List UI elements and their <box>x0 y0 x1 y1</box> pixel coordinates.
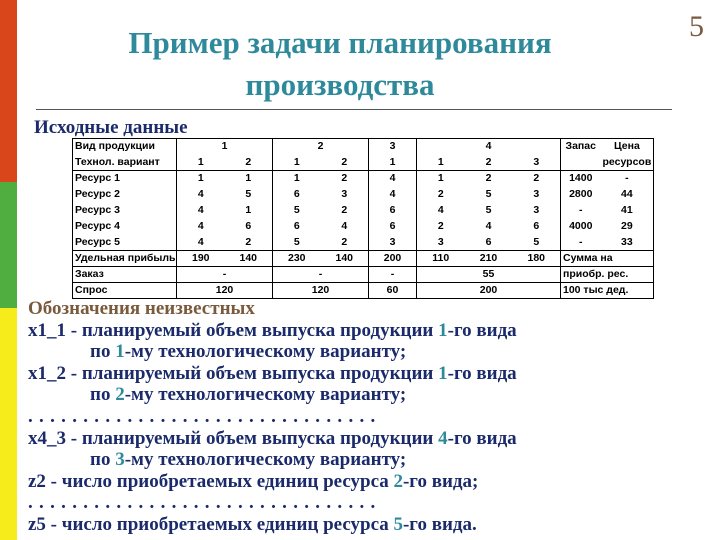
table-cell: 200 <box>369 251 417 267</box>
variant-cell: 3 <box>533 155 540 168</box>
ellipsis-dots: ................................ <box>28 405 382 427</box>
table-cell: 4 <box>369 171 417 187</box>
stock-cell: 1400 <box>561 171 601 187</box>
table-cell: 6 <box>273 219 321 235</box>
title-divider <box>36 109 672 110</box>
variant-cell: 1 <box>417 155 465 171</box>
table-cell: 3 <box>533 204 540 216</box>
product-3-header: 3 <box>369 139 417 155</box>
note-x4-3: x4_3 - планируемый объем выпуска продукции 4-го вида <box>28 427 517 449</box>
table-cell: 2 <box>321 171 369 187</box>
table-cell: 4 <box>369 187 417 203</box>
variant-cell: 1 <box>197 155 204 168</box>
row-label: Ресурс 4 <box>73 219 177 235</box>
table-cell: 3 <box>369 235 417 251</box>
table-cell: 2 <box>465 171 513 187</box>
table-cell: 190 <box>177 251 225 267</box>
table-cell: 6 <box>485 235 492 248</box>
table-cell: 6 <box>533 220 540 232</box>
note-x1-1: x1_1 - планируемый объем выпуска продукции 1-го вида <box>28 319 517 341</box>
table-cell: - <box>369 267 417 283</box>
side-bar-green <box>0 182 17 308</box>
product-4-header: 4 <box>417 139 561 155</box>
row-label: Ресурс 1 <box>73 171 177 187</box>
table-cell: 5 <box>533 235 540 248</box>
table-cell: 2 <box>417 219 465 235</box>
table-cell: 3 <box>341 188 348 200</box>
table-cell: 6 <box>369 219 417 235</box>
price-cell: - <box>601 171 654 187</box>
slide-title <box>60 22 620 106</box>
table-row <box>73 171 654 187</box>
table-cell: 200 <box>417 283 561 299</box>
stock-cell: - <box>561 235 601 251</box>
table-cell: 120 <box>273 283 369 299</box>
unknowns-notes <box>28 298 708 536</box>
table-cell: 6 <box>245 220 252 232</box>
table-cell: 4 <box>197 220 204 232</box>
profit-row <box>73 251 654 267</box>
note-x1-1-cont: по 1-му технологическому варианту; <box>90 341 407 363</box>
table-cell: 2 <box>245 235 252 248</box>
slide-number: 5 <box>689 10 704 43</box>
stock-cell: 4000 <box>561 219 601 235</box>
table-header-row <box>73 139 654 155</box>
table-cell: 4 <box>417 203 465 219</box>
price-cell: 29 <box>601 219 654 235</box>
table-cell: 120 <box>177 283 273 299</box>
table-cell: 60 <box>369 283 417 299</box>
variant-label: Технол. вариант <box>73 155 177 171</box>
section-label: Исходные данные <box>34 117 188 138</box>
table-cell: 3 <box>417 235 465 251</box>
variant-cell: 2 <box>485 155 492 168</box>
variant-cell: 2 <box>245 155 252 168</box>
table-row <box>73 219 654 235</box>
table-cell: 1 <box>177 171 225 187</box>
note-x1-2: x1_2 - планируемый объем выпуска продукции 1-го вида <box>28 362 517 384</box>
table-cell: 140 <box>321 251 369 267</box>
price-cell: 44 <box>601 187 654 203</box>
product-2-header: 2 <box>273 139 369 155</box>
source-data-table <box>72 138 654 299</box>
table-cell: 1 <box>245 204 252 216</box>
table-cell: 4 <box>197 235 204 248</box>
table-cell: 1 <box>273 171 321 187</box>
table-cell: 2 <box>417 187 465 203</box>
table-row <box>73 203 654 219</box>
table-cell: 2 <box>341 204 348 216</box>
header-label: Вид продукции <box>73 139 177 155</box>
stock-cell: - <box>561 203 601 219</box>
table-row <box>73 187 654 203</box>
table-cell: 5 <box>485 188 492 200</box>
table-cell: 1 <box>417 171 465 187</box>
row-label: Ресурс 5 <box>73 235 177 251</box>
row-label: Удельная прибыль <box>73 251 177 267</box>
table-cell: 180 <box>513 251 561 267</box>
table-cell: 4 <box>197 188 204 200</box>
table-cell: 5 <box>485 204 492 216</box>
table-cell: 2 <box>513 171 561 187</box>
table-cell: 230 <box>273 251 321 267</box>
order-row <box>73 267 654 283</box>
table-cell: 4 <box>485 220 492 232</box>
stock-header: Запас <box>561 139 601 155</box>
table-row <box>73 235 654 251</box>
table-cell: 110 <box>417 251 465 267</box>
row-label: Спрос <box>73 283 177 299</box>
demand-row <box>73 283 654 299</box>
price-cell: 33 <box>601 235 654 251</box>
table-cell: 55 <box>417 267 561 283</box>
table-cell: 2 <box>341 235 348 248</box>
table-cell: 3 <box>533 188 540 200</box>
note-z5: z5 - число приобретаемых единиц ресурса 5-го вида. <box>28 513 477 535</box>
note-cell: 100 тыс дед. <box>561 283 654 299</box>
table-cell: 140 <box>225 251 273 267</box>
table-cell: 1 <box>225 171 273 187</box>
title-line-1: Пример задачи планирования <box>128 25 552 60</box>
table-cell: 210 <box>465 251 513 267</box>
note-x4-3-cont: по 3-му технологическому варианту; <box>90 449 407 471</box>
ellipsis-dots: ................................ <box>28 492 382 514</box>
variant-cell: 2 <box>341 155 348 168</box>
table-cell: - <box>177 267 273 283</box>
table-cell: 6 <box>273 187 321 203</box>
note-cell: Сумма на <box>561 251 654 267</box>
price-header: Цена <box>601 139 654 155</box>
side-bar-red <box>0 0 17 182</box>
note-x1-2-cont: по 2-му технологическому варианту; <box>90 384 407 406</box>
table-cell: 5 <box>245 188 252 200</box>
table-cell: 5 <box>273 203 321 219</box>
variant-cell: 1 <box>273 155 321 171</box>
row-label: Заказ <box>73 267 177 283</box>
price-cell: 41 <box>601 203 654 219</box>
table-cell: 4 <box>341 220 348 232</box>
note-z2: z2 - число приобретаемых единиц ресурса 2-го вида; <box>28 470 479 492</box>
price-subheader: ресурсов <box>601 155 654 171</box>
row-label: Ресурс 3 <box>73 203 177 219</box>
table-variant-row <box>73 155 654 171</box>
variant-cell: 1 <box>369 155 417 171</box>
table-cell: 6 <box>369 203 417 219</box>
title-line-2: производства <box>245 67 435 102</box>
note-cell: приобр. рес. <box>561 267 654 283</box>
notes-heading: Обозначения неизвестных <box>28 298 255 319</box>
product-1-header: 1 <box>177 139 273 155</box>
table-cell: 4 <box>197 204 204 216</box>
table-cell: 5 <box>273 235 321 251</box>
stock-cell: 2800 <box>561 187 601 203</box>
side-bar-yellow <box>0 308 17 540</box>
row-label: Ресурс 2 <box>73 187 177 203</box>
table-cell: - <box>273 267 369 283</box>
